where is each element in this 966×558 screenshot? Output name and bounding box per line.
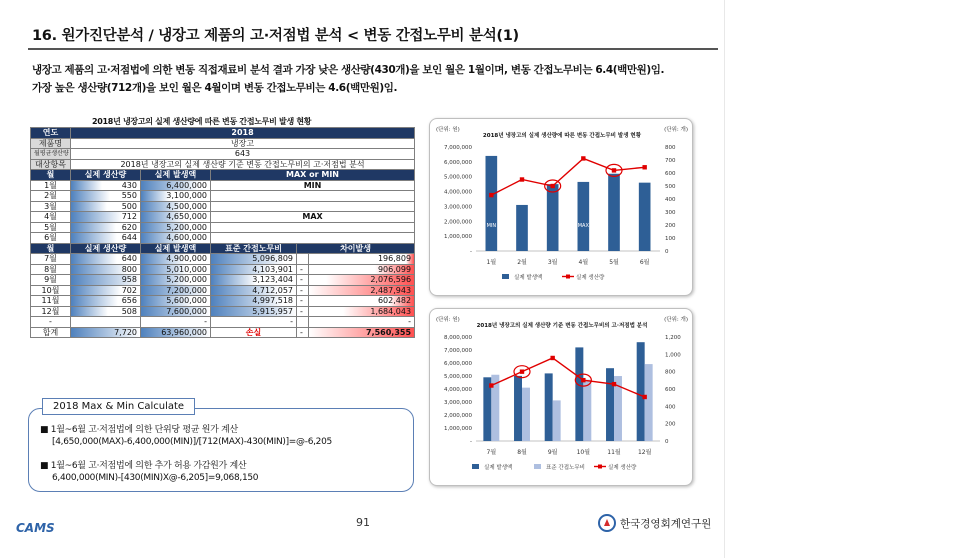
legend-marker bbox=[598, 465, 602, 469]
month-cell: 6월 bbox=[31, 233, 71, 244]
std-cell-text: 5,096,809 bbox=[252, 254, 293, 264]
y-tick-right: 1,200 bbox=[665, 335, 681, 341]
data-bar-fill bbox=[211, 275, 256, 285]
bar-실제 발생액 bbox=[545, 373, 553, 441]
table-row bbox=[31, 191, 415, 202]
summary-text bbox=[32, 63, 672, 99]
amount-cell bbox=[141, 317, 211, 328]
col-header: 월 bbox=[31, 170, 71, 181]
y-tick-right: 800 bbox=[665, 145, 676, 151]
month-cell: 1월 bbox=[31, 180, 71, 191]
amount-cell-text: 6,400,000 bbox=[166, 180, 207, 190]
diff-cell bbox=[309, 306, 415, 317]
y-tick-right: 200 bbox=[665, 223, 676, 229]
right-unit: (단위: 개) bbox=[664, 317, 688, 323]
col-header: 실제 생산량 bbox=[71, 170, 141, 181]
table-row bbox=[31, 285, 415, 296]
month-cell: 9월 bbox=[31, 275, 71, 286]
diff-sign: - bbox=[297, 306, 309, 317]
bar-실제 발생액 bbox=[514, 376, 522, 441]
qty-cell-text: 640 bbox=[121, 254, 137, 264]
total-qty bbox=[71, 327, 141, 338]
legend-label: 실제 발생액 bbox=[514, 275, 543, 281]
qty-cell-text: 800 bbox=[121, 264, 137, 274]
bar-annotation: MAX bbox=[577, 223, 589, 229]
qty-cell bbox=[71, 306, 141, 317]
bar-실제 발생액 bbox=[639, 183, 651, 251]
amount-cell-text: - bbox=[204, 317, 207, 327]
product-label: 제품명 bbox=[31, 138, 71, 149]
y-tick-left: 1,000,000 bbox=[444, 426, 472, 432]
diff-sign: - bbox=[297, 296, 309, 307]
amount-cell-text: 5,200,000 bbox=[166, 222, 207, 232]
title-divider bbox=[28, 48, 718, 50]
y-tick-left: 5,000,000 bbox=[444, 374, 472, 380]
data-bar-fill bbox=[71, 191, 110, 201]
std-cell bbox=[211, 285, 297, 296]
std-cell bbox=[211, 317, 297, 328]
flag-cell: MAX bbox=[211, 212, 415, 223]
x-tick-label: 12월 bbox=[637, 449, 652, 456]
page-title: 16. 원가진단분석 / 냉장고 제품의 고·저점법 분석 < 변동 간접노무비 분석(1) bbox=[32, 28, 519, 44]
amount-cell bbox=[141, 233, 211, 244]
x-tick-label: 9월 bbox=[547, 449, 558, 456]
y-tick-left: 7,000,000 bbox=[444, 145, 472, 151]
y-tick-right: 400 bbox=[665, 197, 676, 203]
total-label: 합계 bbox=[31, 327, 71, 338]
avg-value: 643 bbox=[71, 149, 415, 160]
calc-title: 2018 Max & Min Calculate bbox=[42, 398, 195, 415]
qty-cell-text: 550 bbox=[121, 191, 137, 201]
month-cell: 10월 bbox=[31, 285, 71, 296]
qty-cell bbox=[71, 296, 141, 307]
line-point bbox=[550, 356, 554, 360]
qty-cell bbox=[71, 264, 141, 275]
data-bar-fill bbox=[71, 286, 121, 296]
line-point bbox=[489, 193, 493, 197]
diff-cell bbox=[309, 296, 415, 307]
left-unit: (단위: 원) bbox=[436, 127, 460, 133]
table-row bbox=[31, 327, 415, 338]
table-row bbox=[31, 306, 415, 317]
total-amount-text: 63,960,000 bbox=[161, 327, 207, 337]
qty-cell bbox=[71, 233, 141, 244]
legend-swatch bbox=[472, 464, 479, 469]
table-row bbox=[31, 275, 415, 286]
col-header: 실제 발생액 bbox=[141, 170, 211, 181]
y-tick-right: 800 bbox=[665, 369, 676, 376]
amount-cell bbox=[141, 275, 211, 286]
org-name: 한국경영회계연구원 bbox=[620, 517, 712, 530]
table-row bbox=[31, 201, 415, 212]
col-header: MAX or MIN bbox=[211, 170, 415, 181]
x-tick-label: 11월 bbox=[607, 449, 621, 456]
diff-sign: - bbox=[297, 264, 309, 275]
data-bar-fill bbox=[71, 254, 117, 264]
bar-실제 발생액 bbox=[516, 205, 528, 251]
amount-cell bbox=[141, 296, 211, 307]
qty-cell-text: 712 bbox=[121, 212, 137, 222]
std-cell-text: 5,915,957 bbox=[252, 306, 293, 316]
line-point bbox=[520, 369, 524, 373]
month-cell: 8월 bbox=[31, 264, 71, 275]
diff-cell bbox=[309, 264, 415, 275]
month-cell: 5월 bbox=[31, 222, 71, 233]
bar-표준 간접노무비 bbox=[645, 364, 653, 441]
amount-cell-text: 4,600,000 bbox=[166, 233, 207, 243]
table-row bbox=[31, 264, 415, 275]
line-point bbox=[550, 184, 554, 188]
qty-cell bbox=[71, 180, 141, 191]
data-bar-fill bbox=[71, 296, 118, 306]
org-emblem-icon bbox=[598, 514, 616, 532]
amount-cell-text: 4,900,000 bbox=[166, 254, 207, 264]
month-cell: 3월 bbox=[31, 201, 71, 212]
amount-cell-text: 3,100,000 bbox=[166, 191, 207, 201]
bar-표준 간접노무비 bbox=[553, 400, 561, 441]
amount-cell-text: 7,600,000 bbox=[166, 306, 207, 316]
data-bar-fill bbox=[71, 223, 116, 233]
line-point bbox=[612, 168, 616, 172]
bar-표준 간접노무비 bbox=[583, 380, 591, 441]
chart-title: 2018년 냉장고의 실제 생산량에 따른 변동 간접노무비 발생 현황 bbox=[482, 133, 642, 139]
summary-line-2: 가장 높은 생산량(712개)을 보인 월은 4월이며 변동 간접노무비는 4.6(백만원)임. bbox=[32, 82, 398, 94]
y-tick-right: 700 bbox=[665, 158, 676, 164]
line-point bbox=[642, 395, 646, 399]
calc-item-1-heading: ■ 1월~6월 고·저점법에 의한 단위당 평균 원가 계산 bbox=[40, 425, 238, 435]
bar-실제 발생액 bbox=[608, 174, 620, 251]
line-point bbox=[489, 383, 493, 387]
y-tick-left: 3,000,000 bbox=[444, 204, 472, 211]
amount-cell bbox=[141, 222, 211, 233]
y-tick-right: 500 bbox=[665, 184, 676, 190]
summary-line-1: 냉장고 제품의 고·저점법에 의한 변동 직접재료비 분석 결과 가장 낮은 생산량(430개)을 보인 월은 1월이며, 변동 간접노무비는 6.4(백만원)임. bbox=[32, 64, 665, 76]
bar-실제 발생액 bbox=[637, 342, 645, 441]
legend-marker bbox=[566, 275, 570, 279]
line-point bbox=[520, 177, 524, 181]
diff-cell bbox=[309, 275, 415, 286]
amount-cell-text: 5,010,000 bbox=[166, 264, 207, 274]
org-label bbox=[598, 514, 711, 532]
x-tick-label: 8월 bbox=[517, 449, 527, 456]
legend-swatch bbox=[534, 464, 541, 469]
data-bar-fill bbox=[71, 233, 117, 243]
line-point bbox=[612, 382, 616, 386]
chart-2-container bbox=[429, 308, 693, 486]
std-cell bbox=[211, 254, 297, 265]
line-point bbox=[581, 378, 585, 382]
diff-cell-text: 602,482 bbox=[377, 296, 412, 306]
chart-title: 2018년 냉장고의 실제 생산량 기준 변동 간접노무비의 고·저점법 분석 bbox=[476, 323, 648, 329]
bar-실제 발생액 bbox=[486, 156, 498, 251]
diff-cell-text: - bbox=[408, 317, 412, 327]
year-label: 연도 bbox=[31, 128, 71, 139]
col-header: 실제 발생액 bbox=[141, 243, 211, 254]
diff-sign: - bbox=[297, 275, 309, 286]
qty-cell-text: 702 bbox=[121, 285, 137, 295]
flag-cell: MIN bbox=[211, 180, 415, 191]
y-tick-right: 100 bbox=[665, 236, 676, 242]
amount-cell bbox=[141, 285, 211, 296]
cost-table bbox=[30, 127, 415, 338]
month-cell: 4월 bbox=[31, 212, 71, 223]
col-header: 실제 생산량 bbox=[71, 243, 141, 254]
qty-cell bbox=[71, 191, 141, 202]
data-bar-fill bbox=[71, 265, 128, 275]
bar-실제 발생액 bbox=[606, 368, 614, 441]
std-cell bbox=[211, 306, 297, 317]
x-tick-label: 3월 bbox=[547, 259, 558, 266]
qty-cell bbox=[71, 254, 141, 265]
data-bar-fill bbox=[71, 212, 122, 222]
table-row bbox=[31, 212, 415, 223]
std-cell-text: 4,103,901 bbox=[252, 264, 293, 274]
page-number: 91 bbox=[356, 516, 370, 529]
table-row bbox=[31, 222, 415, 233]
data-bar-fill bbox=[71, 181, 102, 191]
diff-cell-text: 1,684,043 bbox=[370, 306, 412, 316]
table-row bbox=[31, 243, 415, 254]
amount-cell bbox=[141, 180, 211, 191]
amount-cell bbox=[141, 254, 211, 265]
right-unit: (단위: 개) bbox=[664, 127, 688, 133]
y-tick-right: 0 bbox=[665, 439, 669, 445]
calc-item-1-formula: [4,650,000(MAX)-6,400,000(MIN)]/[712(MAX)-430(MIN)]=@-6,205 bbox=[52, 437, 332, 447]
table-row bbox=[31, 317, 415, 328]
y-tick-left: 7,000,000 bbox=[444, 348, 472, 354]
data-bar-fill bbox=[71, 202, 107, 212]
amount-cell-text: 7,200,000 bbox=[166, 285, 207, 295]
legend-label: 실제 생산량 bbox=[576, 275, 605, 281]
amount-cell-text: 4,650,000 bbox=[166, 212, 207, 222]
bar-실제 발생액 bbox=[578, 182, 590, 251]
amount-cell-text: 5,200,000 bbox=[166, 275, 207, 285]
qty-cell bbox=[71, 285, 141, 296]
table-row bbox=[31, 254, 415, 265]
y-tick-left: 2,000,000 bbox=[444, 219, 472, 226]
line-point bbox=[642, 165, 646, 169]
qty-cell-text: 508 bbox=[121, 306, 137, 316]
qty-cell-text: 500 bbox=[121, 201, 137, 211]
std-cell bbox=[211, 264, 297, 275]
qty-cell bbox=[71, 201, 141, 212]
month-cell: 12월 bbox=[31, 306, 71, 317]
x-tick-label: 4월 bbox=[578, 259, 589, 266]
legend-label: 실제 발생액 bbox=[484, 465, 513, 471]
diff-cell bbox=[309, 254, 415, 265]
month-cell: 2월 bbox=[31, 191, 71, 202]
y-tick-right: 600 bbox=[665, 387, 676, 393]
qty-cell bbox=[71, 275, 141, 286]
y-tick-left: 3,000,000 bbox=[444, 400, 472, 406]
y-tick-right: 300 bbox=[665, 210, 676, 216]
y-tick-left: 2,000,000 bbox=[444, 413, 472, 419]
std-cell-text: 4,997,518 bbox=[252, 296, 293, 306]
qty-cell-text: 644 bbox=[121, 233, 137, 243]
y-tick-left: 6,000,000 bbox=[444, 361, 472, 367]
qty-cell-text: 430 bbox=[121, 180, 137, 190]
legend-label: 실제 생산량 bbox=[608, 465, 637, 471]
y-tick-right: 400 bbox=[665, 404, 676, 411]
col-header: 차이발생 bbox=[297, 243, 415, 254]
legend-label: 표준 간접노무비 bbox=[546, 465, 585, 471]
product-value: 냉장고 bbox=[71, 138, 415, 149]
table-row bbox=[31, 180, 415, 191]
total-diff-text: 7,560,355 bbox=[366, 327, 412, 337]
data-bar-fill bbox=[71, 307, 108, 317]
total-sign: - bbox=[297, 327, 309, 338]
table-row bbox=[31, 149, 415, 160]
line-실제 생산량 bbox=[491, 158, 644, 195]
target-value: 2018년 냉장고의 실제 생산량 기준 변동 간접노무비의 고·저점법 분석 bbox=[71, 159, 415, 170]
bar-실제 발생액 bbox=[547, 184, 559, 251]
cams-logo: CAMS bbox=[16, 521, 55, 535]
table-row bbox=[31, 233, 415, 244]
x-tick-label: 7월 bbox=[486, 449, 497, 456]
qty-cell-text: 620 bbox=[121, 222, 137, 232]
diff-sign bbox=[297, 254, 309, 265]
table-row bbox=[31, 296, 415, 307]
std-cell-text: 4,712,057 bbox=[252, 285, 293, 295]
chart-1 bbox=[430, 119, 694, 297]
flag-cell bbox=[211, 233, 415, 244]
diff-cell bbox=[309, 285, 415, 296]
y-tick-left: - bbox=[470, 439, 472, 445]
chart-1-container bbox=[429, 118, 693, 296]
std-cell-text: 3,123,404 bbox=[252, 275, 293, 285]
left-unit: (단위: 원) bbox=[436, 317, 460, 323]
amount-cell bbox=[141, 306, 211, 317]
qty-cell bbox=[71, 317, 141, 328]
table-row bbox=[31, 159, 415, 170]
qty-cell bbox=[71, 222, 141, 233]
col-header: 표준 간접노무비 bbox=[211, 243, 297, 254]
qty-cell-text: 656 bbox=[121, 296, 137, 306]
y-tick-left: 4,000,000 bbox=[444, 189, 472, 196]
y-tick-right: 1,000 bbox=[665, 352, 681, 359]
amount-cell bbox=[141, 264, 211, 275]
diff-cell-text: 906,099 bbox=[377, 264, 412, 274]
col-header: 월 bbox=[31, 243, 71, 254]
loss-label: 손실 bbox=[211, 327, 297, 338]
target-label: 대상항목 bbox=[31, 159, 71, 170]
y-tick-right: 200 bbox=[665, 421, 676, 428]
y-tick-left: - bbox=[470, 249, 472, 255]
table-row bbox=[31, 128, 415, 139]
total-diff bbox=[309, 327, 415, 338]
diff-cell-text: 196,809 bbox=[377, 254, 412, 264]
chart-2 bbox=[430, 309, 694, 487]
amount-cell bbox=[141, 212, 211, 223]
bar-실제 발생액 bbox=[575, 347, 583, 441]
amount-cell bbox=[141, 191, 211, 202]
calc-item-2-heading: ■ 1월~6월 고·저점법에 의한 추가 허용 가감원가 계산 bbox=[40, 461, 247, 471]
x-tick-label: 1월 bbox=[486, 259, 497, 266]
diff-cell-text: 2,487,943 bbox=[370, 285, 412, 295]
flag-cell bbox=[211, 191, 415, 202]
year-value: 2018 bbox=[71, 128, 415, 139]
flag-cell bbox=[211, 201, 415, 212]
month-cell: 11월 bbox=[31, 296, 71, 307]
std-cell bbox=[211, 275, 297, 286]
bar-표준 간접노무비 bbox=[522, 388, 530, 441]
std-cell-text: - bbox=[290, 317, 293, 327]
diff-sign: - bbox=[297, 285, 309, 296]
table-caption: 2018년 냉장고의 실제 생산량에 따른 변동 간접노무비 발생 현황 bbox=[92, 117, 312, 126]
amount-cell bbox=[141, 201, 211, 212]
y-tick-right: 600 bbox=[665, 171, 676, 177]
std-cell bbox=[211, 296, 297, 307]
diff-cell-text: 2,076,596 bbox=[370, 275, 412, 285]
x-tick-label: 5월 bbox=[609, 259, 619, 266]
qty-cell bbox=[71, 212, 141, 223]
table-row bbox=[31, 170, 415, 181]
total-amount bbox=[141, 327, 211, 338]
month-cell: - bbox=[31, 317, 71, 328]
x-tick-label: 10월 bbox=[576, 449, 591, 456]
diff-sign bbox=[297, 317, 309, 328]
total-qty-text: 7,720 bbox=[114, 327, 137, 337]
y-tick-left: 6,000,000 bbox=[444, 159, 472, 166]
table-row bbox=[31, 138, 415, 149]
amount-cell-text: 5,600,000 bbox=[166, 296, 207, 306]
x-tick-label: 2월 bbox=[517, 259, 527, 266]
amount-cell-text: 4,500,000 bbox=[166, 201, 207, 211]
y-tick-left: 1,000,000 bbox=[444, 234, 472, 241]
y-tick-left: 5,000,000 bbox=[444, 174, 472, 181]
y-tick-left: 4,000,000 bbox=[444, 387, 472, 393]
x-tick-label: 6월 bbox=[639, 259, 650, 266]
y-tick-right: 0 bbox=[665, 249, 669, 255]
flag-cell bbox=[211, 222, 415, 233]
y-tick-left: 8,000,000 bbox=[444, 335, 472, 341]
bar-annotation: MIN bbox=[486, 223, 497, 229]
qty-cell-text: 958 bbox=[121, 275, 137, 285]
month-cell: 7월 bbox=[31, 254, 71, 265]
calc-item-2-formula: 6,400,000(MIN)-[430(MIN)X@-6,205]=9,068,150 bbox=[52, 473, 259, 483]
legend-swatch bbox=[502, 274, 509, 279]
diff-cell bbox=[309, 317, 415, 328]
line-point bbox=[581, 156, 585, 160]
avg-label: 월평균생산량 bbox=[31, 149, 71, 160]
